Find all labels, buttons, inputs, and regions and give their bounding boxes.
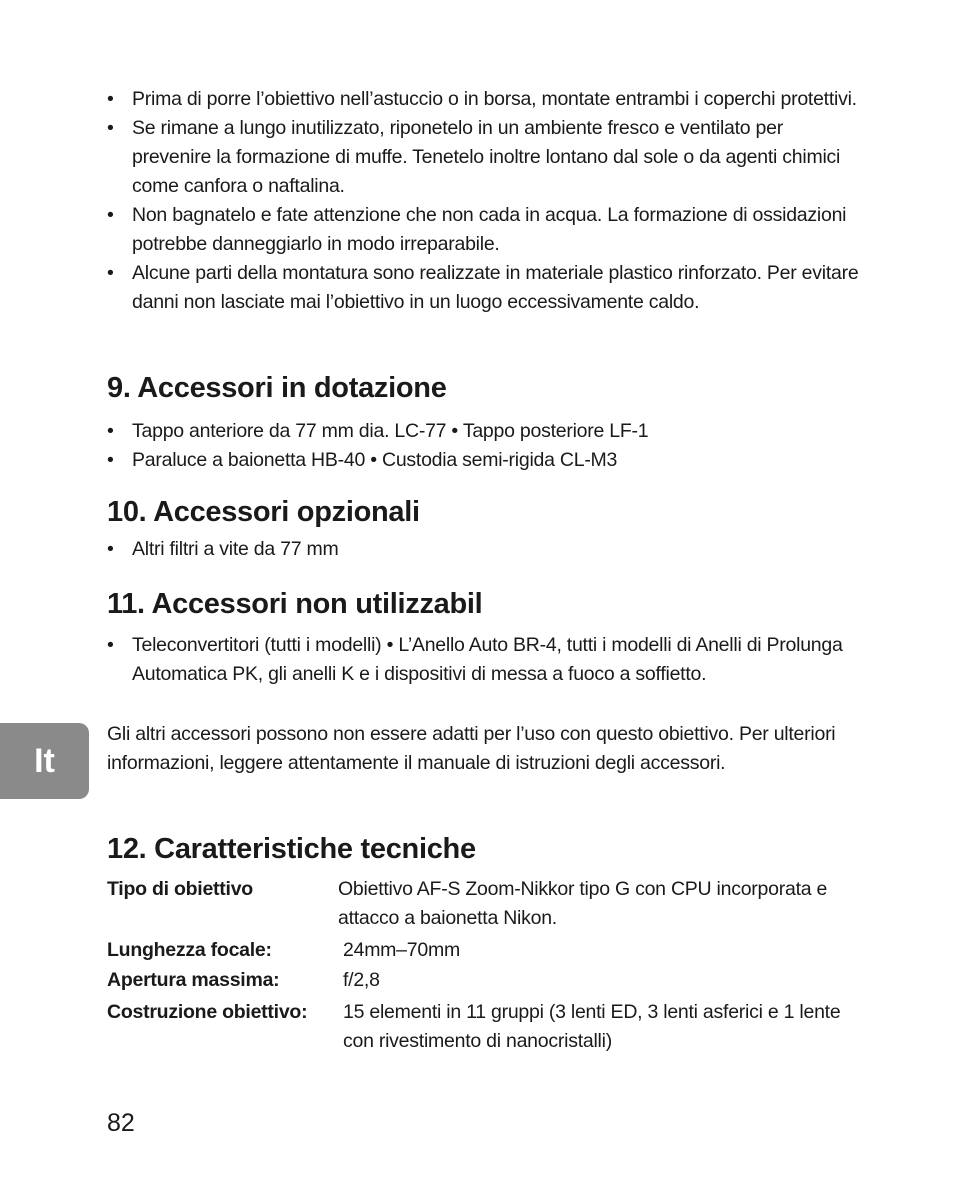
spec-row-lens-construction (107, 998, 867, 1056)
page-number: 82 (107, 1109, 135, 1137)
list-item: • Alcune parti della montatura sono realizzate in materiale plastico rinforzato. Per evitare danni non lasciate mai l’obiettivo in un luogo eccessivamente caldo. (107, 259, 867, 317)
spec-row-max-aperture (107, 966, 867, 995)
list-item: • Altri filtri a vite da 77 mm (107, 535, 867, 564)
spec-label: Lunghezza focale: (107, 939, 272, 961)
spec-row-lens-type (107, 875, 867, 933)
list-item: • Non bagnatelo e fate attenzione che non cada in acqua. La formazione di ossidazioni potrebbe danneggiarlo in modo irreparabile. (107, 201, 867, 259)
section-9-heading: 9. Accessori in dotazione (107, 372, 447, 404)
section-12-heading: 12. Caratteristiche tecniche (107, 833, 476, 865)
list-item: • Prima di porre l’obiettivo nell’astuccio o in borsa, montate entrambi i coperchi protettivi. (107, 85, 867, 114)
spec-value: 24mm–70mm (343, 939, 460, 961)
section-10-heading: 10. Accessori opzionali (107, 496, 420, 528)
section-11-note: Gli altri accessori possono non essere adatti per l’uso con questo obiettivo. Per ulteriori informazioni, leggere attentamente il manuale di istruzioni degli accessori. (107, 723, 836, 774)
section-10-list (107, 535, 867, 564)
list-item: • Teleconvertitori (tutti i modelli) • L’Anello Auto BR-4, tutti i modelli di Anelli di Prolunga Automatica PK, gli anelli K e i dispositivi di messa a fuoco a soffietto. (107, 631, 867, 689)
spec-label: Tipo di obiettivo (107, 878, 253, 900)
section-11-list (107, 631, 867, 689)
spec-value: 15 elementi in 11 gruppi (3 lenti ED, 3 lenti asferici e 1 lente con rivestimento di nanocristalli) (343, 1001, 841, 1052)
spec-value: f/2,8 (343, 969, 380, 991)
spec-row-focal-length (107, 936, 867, 965)
list-item: • Se rimane a lungo inutilizzato, riponetelo in un ambiente fresco e ventilato per prevenire la formazione di muffe. Tenetelo inoltre lontano dal sole o da agenti chimici come canfora o naftalina. (107, 114, 867, 201)
list-item: • Paraluce a baionetta HB-40 • Custodia semi-rigida CL-M3 (107, 446, 867, 475)
spec-label: Apertura massima: (107, 969, 280, 991)
language-tab: It (0, 723, 89, 799)
care-bullet-list (107, 85, 867, 317)
section-9-list (107, 417, 867, 475)
spec-value: Obiettivo AF-S Zoom-Nikkor tipo G con CPU incorporata e attacco a baionetta Nikon. (338, 878, 828, 929)
spec-label: Costruzione obiettivo: (107, 1001, 308, 1023)
list-item: • Tappo anteriore da 77 mm dia. LC-77 • Tappo posteriore LF-1 (107, 417, 867, 446)
section-11-heading: 11. Accessori non utilizzabil (107, 588, 483, 620)
